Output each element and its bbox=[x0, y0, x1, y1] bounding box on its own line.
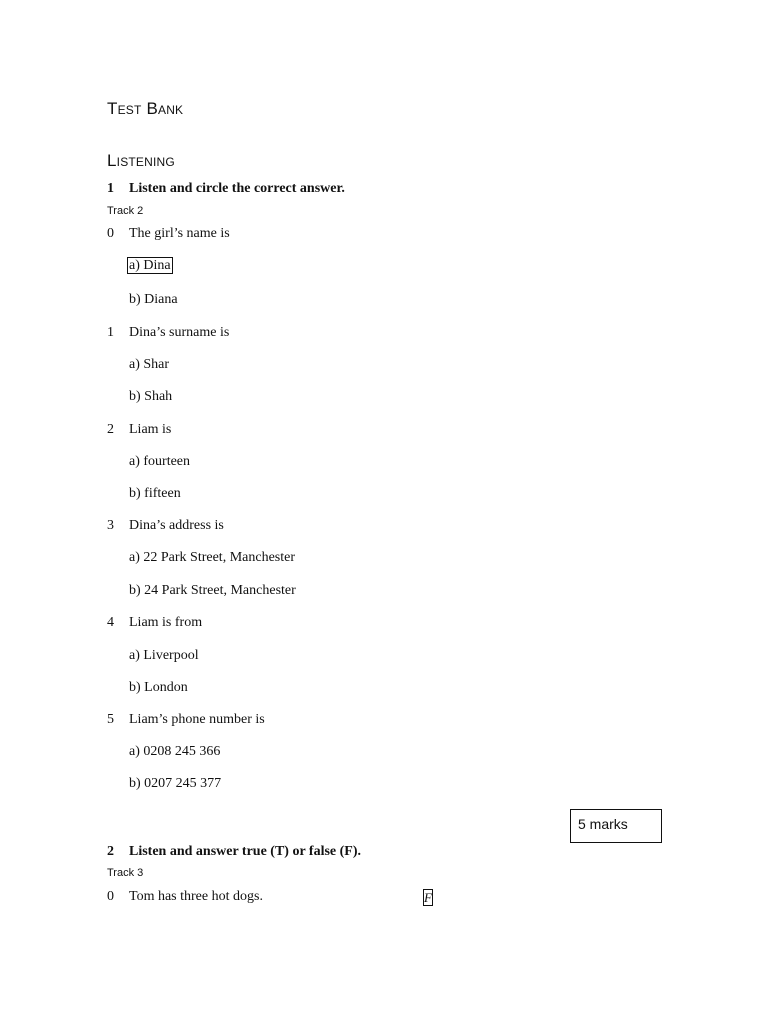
question-prompt: Dina’s address is bbox=[129, 518, 224, 533]
question-number: 2 bbox=[107, 422, 114, 437]
question-prompt: Liam is bbox=[129, 422, 172, 437]
exercise-2-number: 2 bbox=[107, 844, 114, 859]
option-b[interactable]: b) Shah bbox=[129, 389, 173, 404]
circled-answer: a) Dina bbox=[129, 258, 171, 273]
option-b[interactable]: b) London bbox=[129, 680, 188, 695]
question-number: 0 bbox=[107, 889, 114, 904]
option-a[interactable]: a) fourteen bbox=[129, 454, 191, 469]
question-prompt: Liam is from bbox=[129, 615, 203, 630]
question-row bbox=[0, 226, 768, 244]
exercise-1-number: 1 bbox=[107, 181, 114, 196]
question-row bbox=[0, 325, 768, 343]
option-a[interactable]: a) 22 Park Street, Manchester bbox=[129, 550, 295, 565]
question-prompt: Dina’s surname is bbox=[129, 325, 230, 340]
question-number: 0 bbox=[107, 226, 114, 241]
answer-box[interactable]: F bbox=[424, 890, 432, 905]
option-a[interactable]: a) 0208 245 366 bbox=[129, 744, 221, 759]
question-row bbox=[0, 422, 768, 440]
question-row bbox=[0, 712, 768, 730]
question-row bbox=[0, 889, 768, 907]
option-a[interactable]: a) Shar bbox=[129, 357, 170, 372]
question-row bbox=[0, 518, 768, 536]
question-row bbox=[0, 615, 768, 633]
option-a[interactable] bbox=[129, 258, 173, 274]
question-statement: Tom has three hot dogs. bbox=[129, 889, 263, 904]
option-a[interactable]: a) Liverpool bbox=[129, 648, 199, 663]
exercise-1-track: Track 2 bbox=[107, 205, 144, 217]
question-prompt: Liam’s phone number is bbox=[129, 712, 265, 727]
exercise-2-instruction: Listen and answer true (T) or false (F). bbox=[129, 844, 362, 859]
question-number: 3 bbox=[107, 518, 114, 533]
question-number: 1 bbox=[107, 325, 114, 340]
option-b[interactable]: b) 24 Park Street, Manchester bbox=[129, 583, 296, 598]
question-number: 5 bbox=[107, 712, 114, 727]
option-b[interactable]: b) 0207 245 377 bbox=[129, 776, 222, 791]
section-heading: Listening bbox=[107, 151, 175, 170]
question-prompt: The girl’s name is bbox=[129, 226, 230, 241]
question-number: 4 bbox=[107, 615, 114, 630]
exercise-2-track: Track 3 bbox=[107, 867, 144, 879]
marks-box: 5 marks bbox=[570, 809, 662, 843]
page-title: Test Bank bbox=[107, 99, 184, 118]
exercise-1-instruction: Listen and circle the correct answer. bbox=[129, 181, 345, 196]
option-b[interactable]: b) Diana bbox=[129, 292, 178, 307]
option-b[interactable]: b) fifteen bbox=[129, 486, 181, 501]
